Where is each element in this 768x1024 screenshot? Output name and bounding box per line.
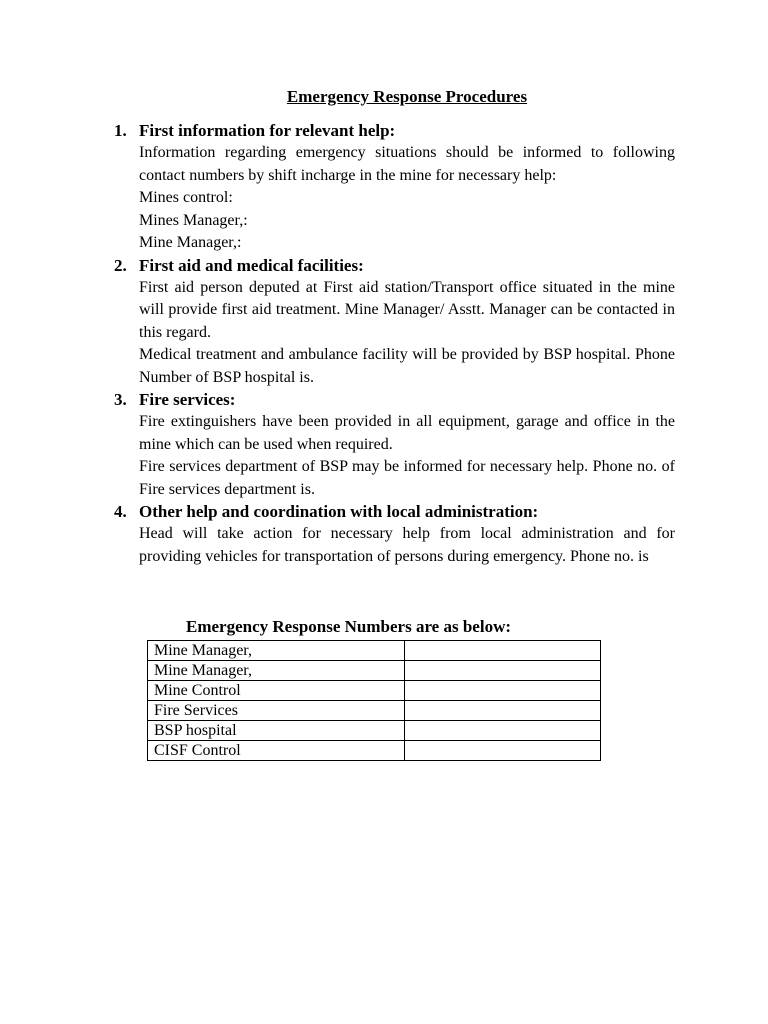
section-body	[139, 277, 675, 390]
section-first-aid	[0, 255, 768, 390]
section-number: 3.	[114, 390, 127, 409]
section-body	[139, 523, 675, 568]
section-paragraph: Fire services department of BSP may be informed for necessary help. Phone no. of Fire services department is.	[139, 458, 675, 498]
table-row	[148, 661, 601, 681]
section-title: First information for relevant help:	[139, 121, 396, 140]
section-title: Fire services:	[139, 390, 236, 409]
table-row	[148, 681, 601, 701]
section-paragraph: Head will take action for necessary help from local administration and for providing vehicles for transportation of persons during emergency. Phone no. is	[139, 525, 675, 565]
emergency-numbers-table	[147, 640, 601, 761]
contact-number-cell	[405, 701, 601, 721]
section-paragraph: First aid person deputed at First aid station/Transport office situated in the mine will provide first aid treatment. Mine Manager/ Asstt. Manager can be contacted in this regard.	[139, 278, 675, 341]
document-title: Emergency Response Procedures	[286, 87, 528, 106]
section-body	[139, 411, 675, 501]
contact-number-cell	[405, 681, 601, 701]
contact-number-cell	[405, 641, 601, 661]
section-local-administration	[0, 501, 768, 568]
table-row	[148, 741, 601, 761]
section-heading	[0, 120, 768, 142]
section-body	[139, 142, 675, 255]
table-row	[148, 701, 601, 721]
contact-number-cell	[405, 721, 601, 741]
section-paragraph: Medical treatment and ambulance facility will be provided by BSP hospital. Phone Number of BSP hospital is.	[139, 346, 675, 386]
contact-name-cell: BSP hospital	[148, 721, 405, 741]
contact-name-cell: Mine Manager,	[148, 661, 405, 681]
section-heading	[0, 389, 768, 411]
contact-line-mines-control: Mines control:	[139, 189, 233, 206]
section-first-information	[0, 120, 768, 255]
section-heading	[0, 255, 768, 277]
section-fire-services	[0, 389, 768, 501]
table-row	[148, 721, 601, 741]
numbers-table-heading: Emergency Response Numbers are as below:	[186, 617, 512, 636]
contact-line-mine-manager: Mine Manager,:	[139, 234, 242, 251]
section-title: First aid and medical facilities:	[139, 255, 364, 275]
section-paragraph: Information regarding emergency situations should be informed to following contact numbers by shift incharge in the mine for necessary help:	[139, 144, 675, 184]
contact-number-cell	[405, 661, 601, 681]
section-number: 4.	[114, 502, 127, 521]
section-number: 2.	[114, 255, 127, 275]
contact-line-mines-manager: Mines Manager,:	[139, 211, 248, 229]
table-row	[148, 641, 601, 661]
section-paragraph: Fire extinguishers have been provided in all equipment, garage and office in the mine which can be used when required.	[139, 413, 675, 453]
section-title: Other help and coordination with local administration:	[139, 502, 539, 521]
contact-name-cell: Mine Manager,	[148, 641, 405, 661]
section-number: 1.	[114, 121, 127, 140]
contact-number-cell	[405, 741, 601, 761]
sections-list	[0, 120, 768, 568]
section-heading	[0, 501, 768, 523]
contact-name-cell: Fire Services	[148, 701, 405, 721]
contact-name-cell: Mine Control	[148, 681, 405, 701]
contact-name-cell: CISF Control	[148, 741, 405, 761]
